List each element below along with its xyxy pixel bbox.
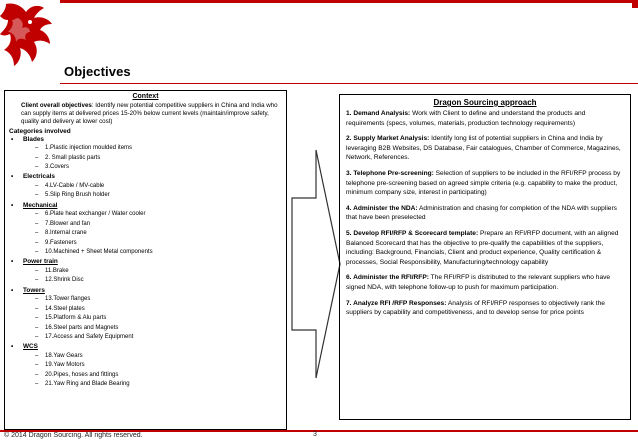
approach-step-text: Work with Client to define and understand the products and requirements (specs, volumes, materials, production technology requirements) (346, 110, 586, 127)
category-subitem: – 7.Blower and fan (5, 220, 286, 229)
title-rule (60, 83, 638, 84)
approach-step-text: Analysis of RFI/RFP responses to objectively rank the suppliers by capability and competitiveness, and to develop sense for price points (346, 299, 605, 317)
category-subitem: – 5.Slip Ring Brush holder (5, 191, 286, 200)
category-subitem: – 15.Platform & Alu parts (5, 314, 286, 323)
category-subitems (5, 182, 286, 201)
category-subitems (5, 210, 286, 257)
overall-objectives-text: : Identify new potential competitive suppliers in China and India who can supply items at delivered prices 15-20% below current levels (maintain/improve safety, quality and delivery at lower cost) (21, 102, 278, 126)
page-title: Objectives (64, 64, 131, 79)
category-subitem: – 10.Machined + Sheet Metal components (5, 248, 286, 257)
context-heading: Context (132, 93, 159, 100)
approach-step (346, 299, 624, 318)
category-item (5, 342, 286, 389)
overall-objectives (21, 102, 282, 127)
category-name (5, 201, 286, 211)
category-name (5, 286, 286, 296)
top-rule (60, 0, 638, 3)
category-subitem: – 19.Yaw Motors (5, 361, 286, 370)
category-name (5, 257, 286, 267)
category-subitem: – 1.Plastic injection moulded items (5, 144, 286, 153)
category-item (5, 257, 286, 285)
approach-heading: Dragon Sourcing approach (433, 98, 537, 107)
approach-step-label: 7. Analyze RFI /RFP Responses: (346, 299, 447, 307)
approach-step-label: 3. Telephone Pre-screening: (346, 169, 434, 177)
category-name-text: Blades (23, 135, 44, 143)
category-name-text: Towers (23, 286, 45, 294)
overall-objectives-label: Client overall objectives (21, 102, 92, 109)
categories-label: Categories involved (9, 127, 71, 135)
dragon-logo (0, 0, 62, 72)
category-subitem: – 12.Shrink Disc (5, 276, 286, 285)
category-subitem: – 6.Plate heat exchanger / Water cooler (5, 210, 286, 219)
category-name-text: Electricals (23, 173, 55, 181)
category-name-text: WCS (23, 343, 38, 351)
approach-step-text: Identify long list of potential suppliers in China and India by leveraging B2B Websites, DS Database, Fair catalogues, Chamber of Commerce, Magazines, Network, References. (346, 135, 621, 162)
categories-list (5, 135, 286, 390)
category-subitem: – 2. Small plastic parts (5, 154, 286, 163)
category-subitems (5, 267, 286, 286)
approach-step-label: 2. Supply Market Analysis: (346, 135, 430, 143)
category-item (5, 135, 286, 173)
approach-step (346, 273, 624, 292)
approach-step-label: 5. Develop RFI/RFP & Scorecard template: (346, 229, 479, 237)
category-subitems (5, 352, 286, 390)
category-item (5, 201, 286, 258)
approach-step-text: Administration and chasing for completion of the NDA with suppliers that have been preselected (346, 204, 617, 222)
approach-step (346, 229, 624, 267)
corner-tab (632, 0, 638, 8)
category-subitem: – 9.Fasteners (5, 239, 286, 248)
category-subitem: – 13.Tower flanges (5, 295, 286, 304)
approach-step-text: Prepare an RFI/RFP document, with an aligned Balanced Scorecard that has the objective to pre-qualify the capabilities of the suppliers, including: Background, Financials, Client and product experience, Quality certification & processes, Social Responsibility, Manufacturing/technology capability (346, 229, 619, 266)
approach-step-text: Selection of suppliers to be included in the RFI/RFP process by telephone pre-screening based on agreed simple criteria (e.g. capability to make the product, minimum company size, interest in participating) (346, 169, 621, 197)
category-name (5, 135, 286, 145)
category-item (5, 286, 286, 343)
approach-step-label: 6. Administer the RFI/RFP: (346, 274, 429, 282)
page-number: 3 (313, 431, 317, 438)
approach-steps (340, 109, 630, 318)
category-name (5, 342, 286, 352)
category-subitem: – 11.Brake (5, 267, 286, 276)
category-name (5, 172, 286, 182)
approach-step (346, 134, 624, 163)
category-item (5, 172, 286, 200)
category-subitem: – 14.Steel plates (5, 305, 286, 314)
category-subitem: – 4.LV-Cable / MV-cable (5, 182, 286, 191)
copyright-footer: © 2014 Dragon Sourcing. All rights reserved. (4, 432, 143, 439)
right-arrow-icon (290, 148, 342, 380)
category-subitem: – 20.Pipes, hoses and fittings (5, 371, 286, 380)
category-subitem: – 16.Steel parts and Magnets (5, 324, 286, 333)
category-subitem: – 18.Yaw Gears (5, 352, 286, 361)
category-subitem: – 21.Yaw Ring and Blade Bearing (5, 380, 286, 389)
category-subitems (5, 295, 286, 342)
category-name-text: Mechanical (23, 201, 58, 209)
context-panel (4, 90, 287, 430)
approach-step (346, 109, 624, 128)
approach-step-label: 1. Demand Analysis: (346, 110, 411, 117)
approach-step-text: The RFI/RFP is distributed to the relevant suppliers who have signed NDA, with telephone follow-up to push for maximum participation. (346, 274, 611, 291)
category-subitems (5, 144, 286, 172)
approach-step-label: 4. Administer the NDA: (346, 204, 418, 212)
category-subitem: – 8.Internal crane (5, 229, 286, 238)
category-name-text: Power train (23, 258, 58, 266)
approach-step (346, 204, 624, 223)
category-subitem: – 3.Covers (5, 163, 286, 172)
approach-panel (339, 94, 631, 420)
approach-step (346, 169, 624, 198)
category-subitem: – 17.Access and Safety Equipment (5, 333, 286, 342)
